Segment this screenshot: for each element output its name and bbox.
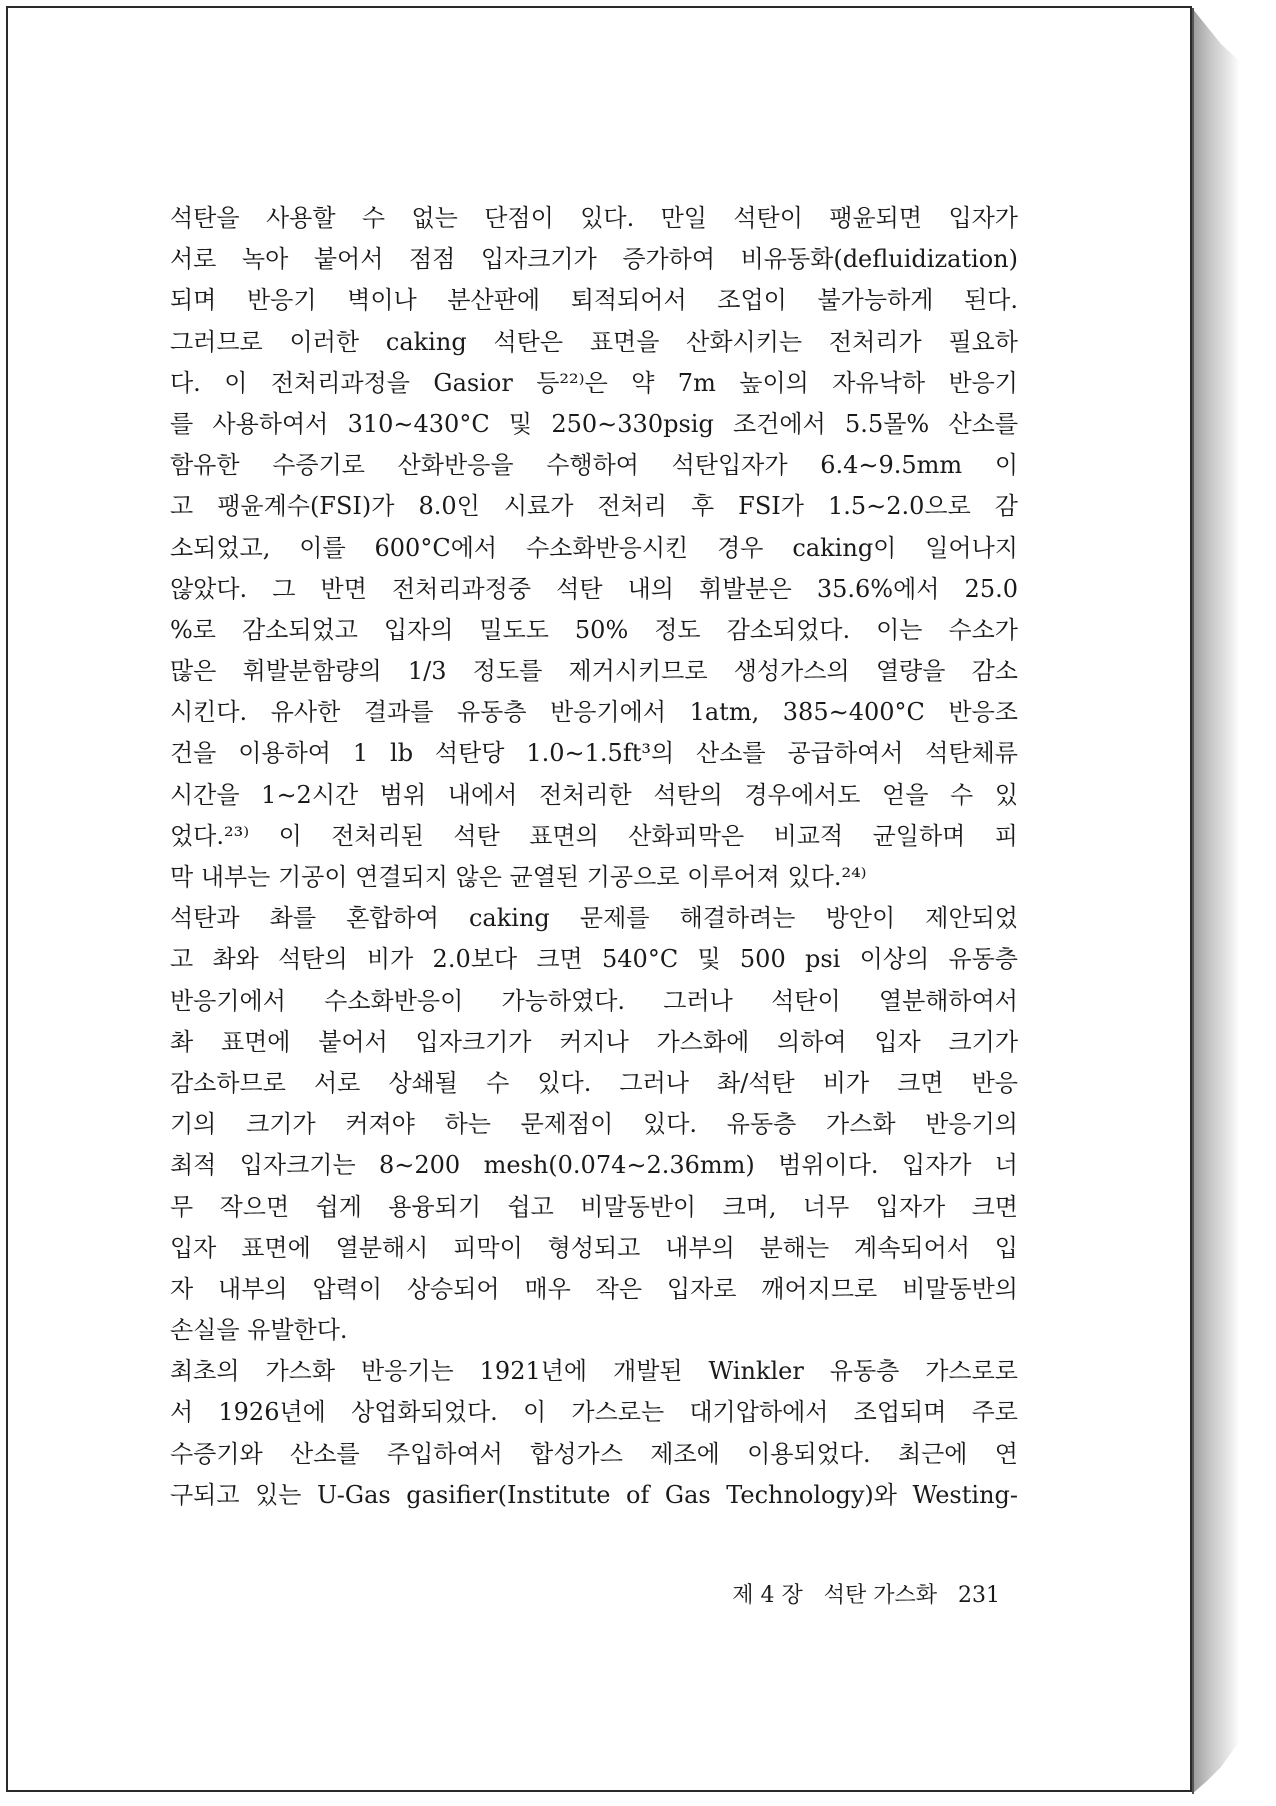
text-line: 손실을 유발한다. — [170, 1316, 348, 1345]
text-line: 를 사용하여서 310∼430°C 및 250∼330psig 조건에서 5.5몰% 산소를 — [170, 409, 1018, 438]
text-line: 반응기에서 수소화반응이 가능하였다. 그러나 석탄이 열분해하여서 — [170, 986, 1018, 1015]
text-line: 석탄과 촤를 혼합하여 caking 문제를 해결하려는 방안이 제안되었 — [170, 904, 1018, 933]
text-line: 소되었고, 이를 600°C에서 수소화반응시킨 경우 caking이 일어나지 — [170, 533, 1018, 562]
text-line: 입자 표면에 열분해시 피막이 형성되고 내부의 분해는 계속되어서 입 — [170, 1233, 1018, 1262]
text-line: 무 작으면 쉽게 용융되기 쉽고 비말동반이 크며, 너무 입자가 크면 — [170, 1192, 1018, 1221]
text-line: 시간을 1∼2시간 범위 내에서 전처리한 석탄의 경우에서도 얻을 수 있 — [170, 780, 1018, 809]
text-line: 건을 이용하여 1 lb 석탄당 1.0∼1.5ft³의 산소를 공급하여서 석탄체류 — [170, 739, 1018, 768]
text-line: 었다.²³⁾ 이 전처리된 석탄 표면의 산화피막은 비교적 균일하며 피 — [170, 821, 1018, 850]
text-line: 되며 반응기 벽이나 분산판에 퇴적되어서 조업이 불가능하게 된다. — [170, 286, 1018, 315]
text-line: 수증기와 산소를 주입하여서 합성가스 제조에 이용되었다. 최근에 연 — [170, 1439, 1018, 1468]
text-line: 서 1926년에 상업화되었다. 이 가스로는 대기압하에서 조업되며 주로 — [170, 1398, 1018, 1427]
text-line: 기의 크기가 커져야 하는 문제점이 있다. 유동층 가스화 반응기의 — [170, 1110, 1018, 1139]
footer-chapter: 제 4 장 — [732, 1583, 803, 1608]
text-line: 막 내부는 기공이 연결되지 않은 균열된 기공으로 이루어져 있다.²⁴⁾ — [170, 863, 867, 891]
text-line: %로 감소되었고 입자의 밀도도 50% 정도 감소되었다. 이는 수소가 — [170, 615, 1018, 644]
text-line: 시킨다. 유사한 결과를 유동층 반응기에서 1atm, 385∼400°C 반응조 — [170, 698, 1018, 727]
page-curl-shadow — [1192, 8, 1240, 1794]
text-line: 않았다. 그 반면 전처리과정중 석탄 내의 휘발분은 35.6%에서 25.0 — [170, 574, 1018, 603]
text-line: 최적 입자크기는 8∼200 mesh(0.074∼2.36mm) 범위이다. 입자가 너 — [170, 1151, 1018, 1180]
page-curl-edge — [1192, 8, 1194, 1794]
page-number: 231 — [958, 1583, 1000, 1608]
body-text — [170, 198, 1018, 1516]
text-line: 자 내부의 압력이 상승되어 매우 작은 입자로 깨어지므로 비말동반의 — [170, 1274, 1018, 1303]
text-line: 서로 녹아 붙어서 점점 입자크기가 증가하여 비유동화(defluidization) — [170, 245, 1018, 274]
page-footer — [700, 1578, 1000, 1609]
text-line: 그러므로 이러한 caking 석탄은 표면을 산화시키는 전처리가 필요하 — [170, 327, 1018, 356]
text-line: 촤 표면에 붙어서 입자크기가 커지나 가스화에 의하여 입자 크기가 — [170, 1027, 1018, 1056]
text-line: 석탄을 사용할 수 없는 단점이 있다. 만일 석탄이 팽윤되면 입자가 — [170, 204, 1018, 232]
text-line: 많은 휘발분함량의 1/3 정도를 제거시키므로 생성가스의 열량을 감소 — [170, 657, 1018, 686]
text-line: 감소하므로 서로 상쇄될 수 있다. 그러나 촤/석탄 비가 크면 반응 — [170, 1068, 1018, 1097]
text-line: 다. 이 전처리과정을 Gasior 등²²⁾은 약 7m 높이의 자유낙하 반응기 — [170, 368, 1018, 397]
text-line: 최초의 가스화 반응기는 1921년에 개발된 Winkler 유동층 가스로로 — [170, 1357, 1018, 1386]
text-line: 고 팽윤계수(FSI)가 8.0인 시료가 전처리 후 FSI가 1.5∼2.0으로 감 — [170, 492, 1018, 521]
text-line: 구되고 있는 U-Gas gasifier(Institute of Gas Technology)와 Westing- — [170, 1480, 1018, 1509]
text-line: 고 촤와 석탄의 비가 2.0보다 크면 540°C 및 500 psi 이상의 유동층 — [170, 945, 1018, 974]
footer-chapter-title: 석탄 가스화 — [823, 1583, 937, 1608]
text-line: 함유한 수증기로 산화반응을 수행하여 석탄입자가 6.4∼9.5mm 이 — [170, 451, 1018, 480]
